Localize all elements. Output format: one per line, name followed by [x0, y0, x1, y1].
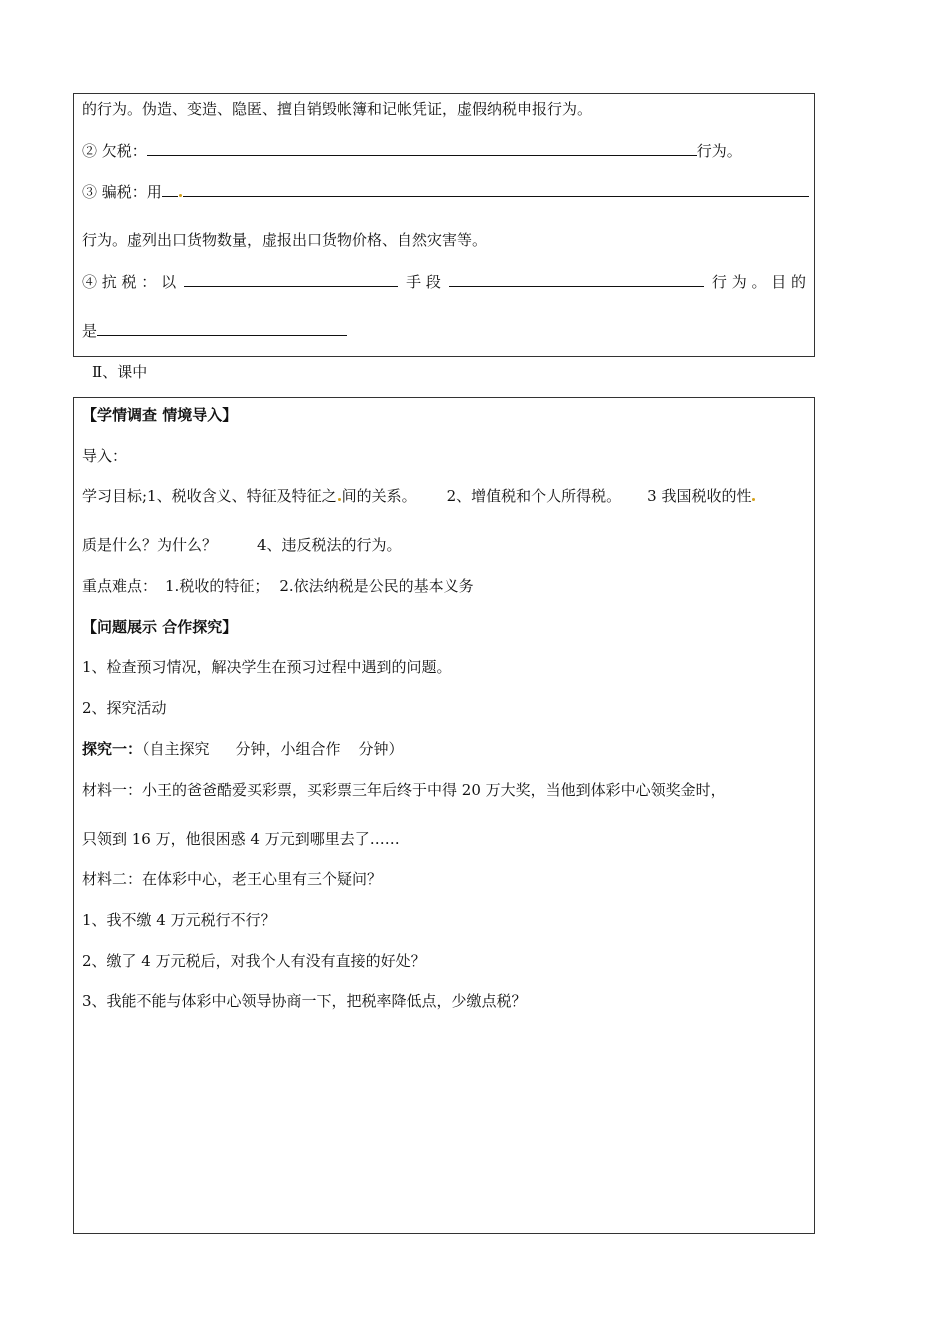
goal-2: 2、增值税和个人所得税。	[446, 487, 622, 505]
step-2: 2、探究活动	[82, 699, 167, 717]
resist-tax-blank-b[interactable]	[449, 271, 704, 287]
lower-table-cell	[73, 397, 815, 1234]
resist-tax-label: ④ 抗 税 ： 以	[82, 273, 177, 291]
heading-situation: 【学情调查 情境导入】	[82, 406, 238, 424]
mark-dot-icon	[338, 498, 341, 501]
fraud-tax-blank-b[interactable]	[183, 181, 809, 197]
box1-line6	[82, 320, 347, 341]
key-label: 重点难点：	[82, 577, 158, 595]
explore-self: （自主探究	[142, 740, 210, 758]
goal-1a: 学习目标;1、税收含义、特征及特征之	[82, 487, 337, 505]
box1-line3	[82, 181, 809, 202]
explore-label: 探究一：	[82, 740, 143, 758]
key-2: 2.依法纳税是公民的基本义务	[279, 577, 474, 595]
intro-label: 导入：	[82, 447, 128, 465]
purpose-blank[interactable]	[97, 320, 347, 336]
box1-line4: 行为。虚列出口货物数量，虚报出口货物价格、自然灾害等。	[82, 231, 488, 249]
fraud-tax-blank-a[interactable]	[162, 181, 178, 197]
mark-dot-icon	[179, 194, 182, 197]
goal-1b: 间的关系。	[341, 487, 417, 505]
question-3: 3、我能不能与体彩中心领导协商一下，把税率降低点，少缴点税？	[82, 992, 527, 1010]
explore-one	[82, 739, 404, 759]
section-title: Ⅱ、课中	[92, 363, 148, 381]
goal-4: 4、违反税法的行为。	[257, 536, 402, 554]
owe-tax-suffix: 行为。	[696, 142, 742, 160]
explore-group: 分钟，小组合作	[235, 740, 341, 758]
key-points	[82, 576, 474, 596]
resist-tax-means: 手 段	[406, 273, 441, 291]
key-1: 1.税收的特征；	[165, 577, 270, 595]
mark-dot-icon	[752, 498, 755, 501]
material-one-b: 只领到 16 万，他很困惑 4 万元到哪里去了……	[82, 830, 400, 848]
goal-3a: 3 我国税收的性	[647, 487, 752, 505]
box1-line1: 的行为。伪造、变造、隐匿、擅自销毁帐簿和记帐凭证，虚假纳税申报行为。	[82, 100, 593, 118]
upper-table-cell	[73, 93, 815, 357]
heading-explore: 【问题展示 合作探究】	[82, 618, 238, 636]
question-2: 2、缴了 4 万元税后，对我个人有没有直接的好处？	[82, 952, 426, 970]
step-1: 1、检查预习情况，解决学生在预习过程中遇到的问题。	[82, 658, 452, 676]
learning-goals-line1	[82, 486, 756, 506]
material-two: 材料二：在体彩中心，老王心里有三个疑问？	[82, 870, 383, 888]
resist-tax-suffix: 行 为 。 目 的	[711, 273, 806, 291]
goal-3b: 质是什么？为什么？	[82, 536, 218, 554]
question-1: 1、我不缴 4 万元税行不行？	[82, 911, 276, 929]
box1-line2	[82, 140, 742, 161]
resist-tax-blank-a[interactable]	[184, 271, 398, 287]
owe-tax-blank[interactable]	[147, 140, 697, 156]
box1-line5	[82, 271, 806, 292]
owe-tax-label: ② 欠税：	[82, 142, 147, 160]
material-one-a: 材料一：小王的爸爸酷爱买彩票，买彩票三年后终于中得 20 万大奖，当他到体彩中心领奖金时，	[82, 781, 726, 799]
fraud-tax-label: ③ 骗税：用	[82, 183, 162, 201]
explore-end: 分钟）	[358, 740, 404, 758]
purpose-label: 是	[82, 322, 98, 340]
learning-goals-line2	[82, 535, 402, 555]
